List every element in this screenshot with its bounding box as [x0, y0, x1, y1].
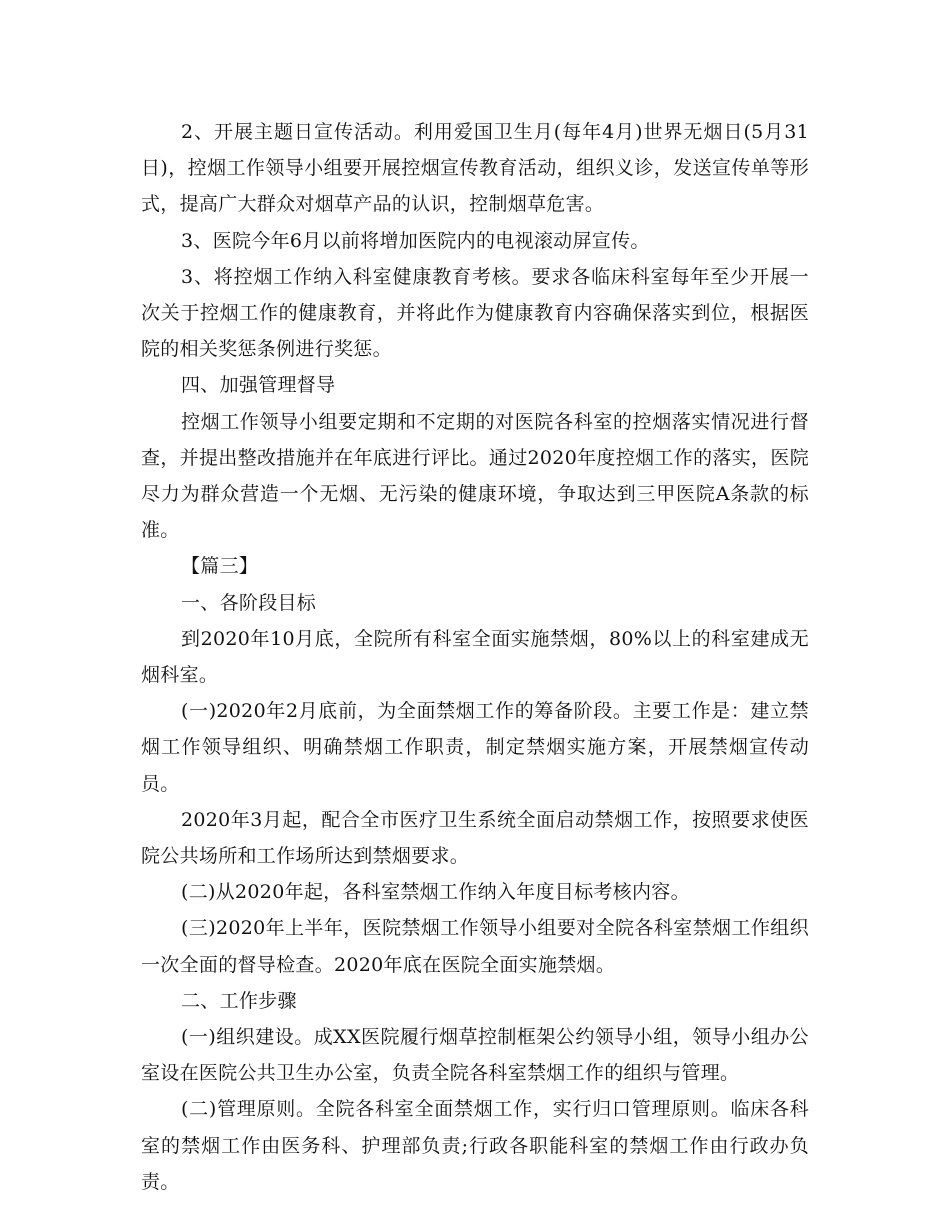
paragraph-march-launch: 2020年3月起，配合全市医疗卫生系统全面启动禁烟工作，按照要求使医院公共场所和工作场所达到禁烟要求。 — [141, 808, 809, 868]
paragraph-tv-screen: 3、医院今年6月以前将增加医院内的电视滚动屏宣传。 — [181, 229, 650, 252]
paragraph-goal-october: 到2020年10月底，全院所有科室全面实施禁烟，80%以上的科室建成无烟科室。 — [141, 627, 809, 687]
paragraph-annual-assessment: (二)从2020年起，各科室禁烟工作纳入年度目标考核内容。 — [181, 881, 690, 904]
paragraph-supervision: 控烟工作领导小组要定期和不定期的对医院各科室的控烟落实情况进行督查，并提出整改措施并在年底进行评比。通过2020年度控烟工作的落实，医院尽力为群众营造一个无烟、无污染的健康环境，争取达到三甲医院A条款的标准。 — [141, 410, 809, 542]
chapter-heading: 【篇三】 — [181, 555, 259, 578]
paragraph-organization: (一)组织建设。成XX医院履行烟草控制框架公约领导小组，领导小组办公室设在医院公共卫生办公室，负责全院各科室禁烟工作的组织与管理。 — [141, 1026, 809, 1085]
section-heading-steps: 二、工作步骤 — [181, 989, 297, 1012]
document-body — [141, 114, 809, 1200]
paragraph-health-education: 3、将控烟工作纳入科室健康教育考核。要求各临床科室每年至少开展一次关于控烟工作的健康教育，并将此作为健康教育内容确保落实到位，根据医院的相关奖惩条例进行奖惩。 — [141, 265, 809, 361]
section-heading-goals: 一、各阶段目标 — [181, 591, 317, 614]
paragraph-management-principle: (二)管理原则。全院各科室全面禁烟工作，实行归口管理原则。临床各科室的禁烟工作由医务科、护理部负责;行政各职能科室的禁烟工作由行政办负责。 — [141, 1098, 809, 1193]
paragraph-promotion-day: 2、开展主题日宣传活动。利用爱国卫生月(每年4月)世界无烟日(5月31日)，控烟工作领导小组要开展控烟宣传教育活动，组织义诊，发送宣传单等形式，提高广大群众对烟草产品的认识，控制烟草危害。 — [141, 121, 809, 216]
paragraph-preparation-stage: (一)2020年2月底前，为全面禁烟工作的筹备阶段。主要工作是：建立禁烟工作领导组织、明确禁烟工作职责，制定禁烟实施方案，开展禁烟宣传动员。 — [141, 700, 809, 795]
paragraph-inspection: (三)2020年上半年，医院禁烟工作领导小组要对全院各科室禁烟工作组织一次全面的督导检查。2020年底在医院全面实施禁烟。 — [141, 917, 809, 976]
section-heading-supervision: 四、加强管理督导 — [181, 374, 336, 397]
